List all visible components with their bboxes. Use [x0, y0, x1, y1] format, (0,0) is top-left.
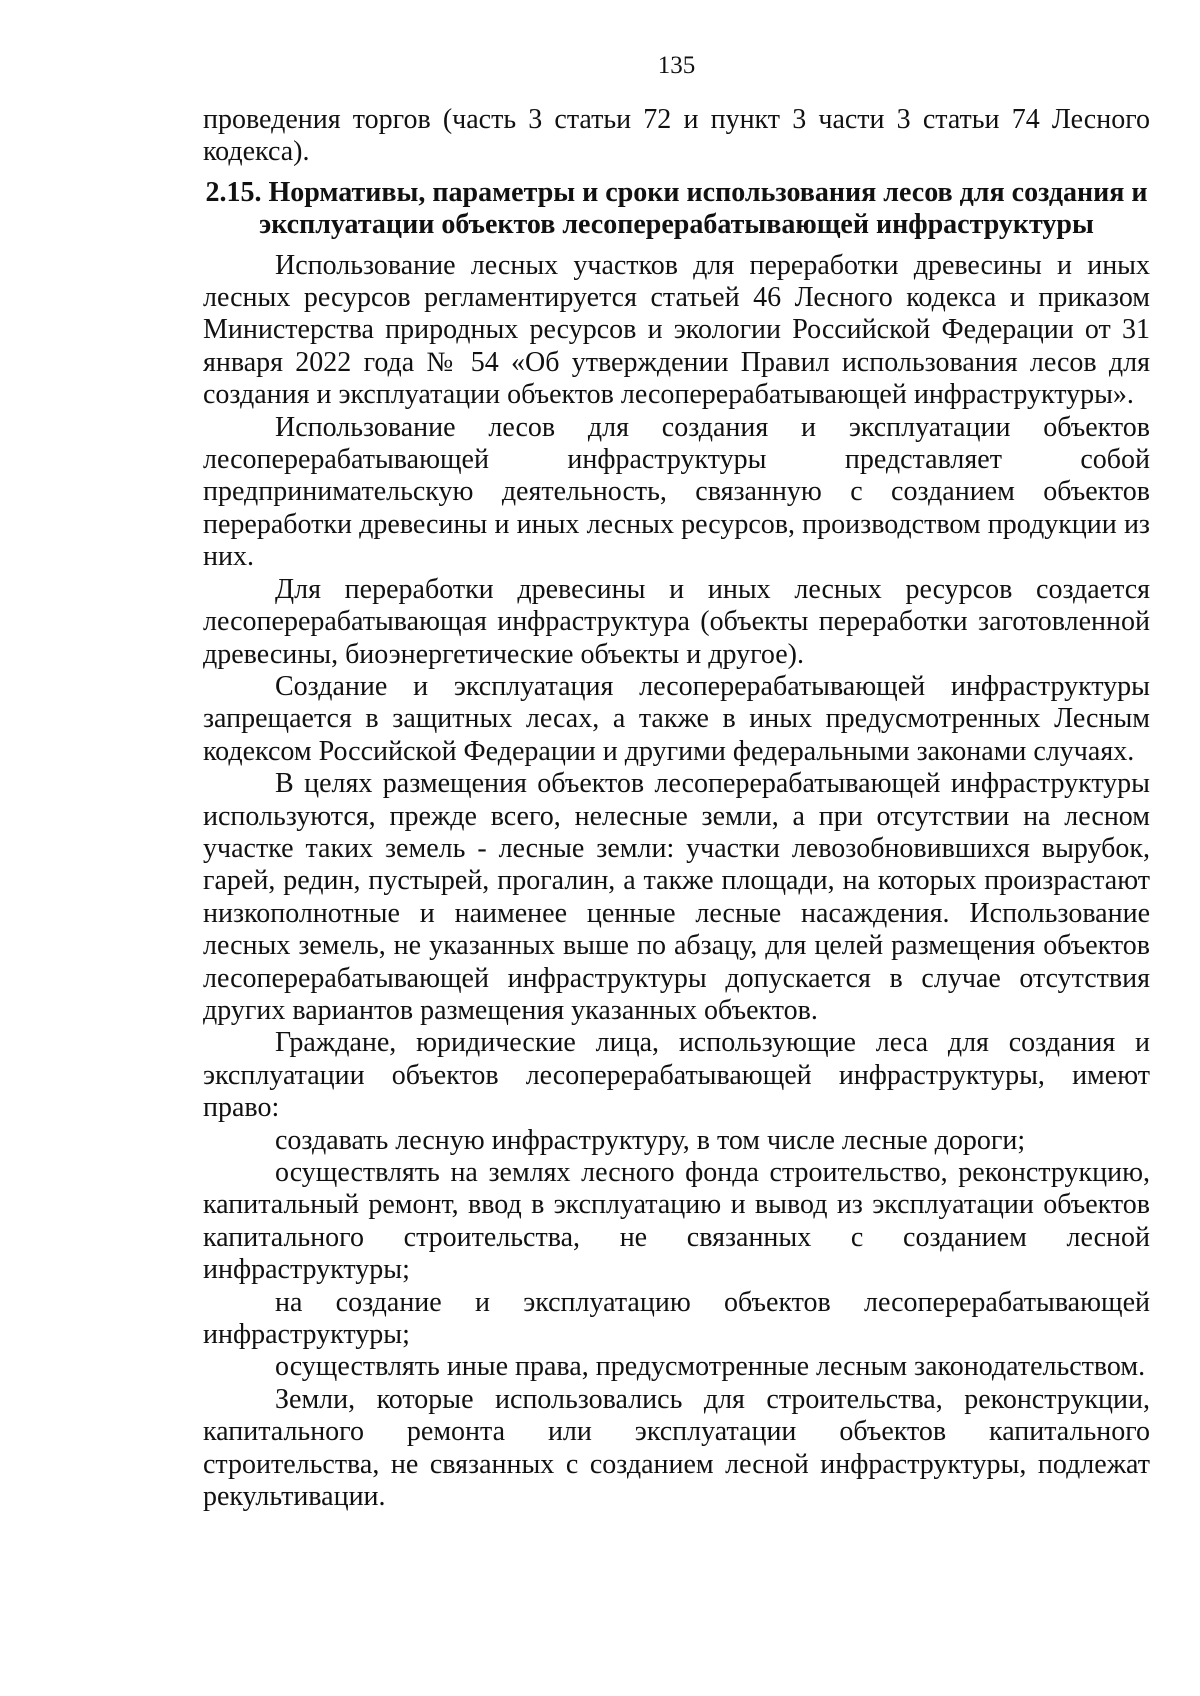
paragraph-reclamation: Земли, которые использовались для строительства, реконструкции, капитального ремонта или эксплуатации объектов капитального строительства, не связанных с созданием лесной инфраструктуры, подлежат рекультивации. [203, 1383, 1150, 1513]
paragraph-right-operation: на создание и эксплуатацию объектов лесоперерабатывающей инфраструктуры; [203, 1286, 1150, 1351]
paragraph-prohibition: Создание и эксплуатация лесоперерабатывающей инфраструктуры запрещается в защитных лесах, а также в иных предусмотренных Лесным кодексом Российской Федерации и другими федеральными законами случаях. [203, 670, 1150, 767]
paragraph-right-other: осуществлять иные права, предусмотренные лесным законодательством. [275, 1351, 1146, 1383]
paragraph-article-46: Использование лесных участков для переработки древесины и иных лесных ресурсов регламентируется статьей 46 Лесного кодекса и приказом Министерства природных ресурсов и экологии Российской Федерации от 31 января 2022 года № 54 «Об утверждении Правил использования лесов для создания и эксплуатации объектов лесоперерабатывающей инфраструктуры». [203, 249, 1150, 411]
paragraph-rights-intro: Граждане, юридические лица, использующие леса для создания и эксплуатации объектов лесоперерабатывающей инфраструктуры, имеют право: [203, 1027, 1150, 1124]
paragraph-placement-lands: В целях размещения объектов лесоперерабатывающей инфраструктуры используются, прежде всего, нелесные земли, а при отсутствии на лесном участке таких земель - лесные земли: участки левозобновившихся вырубок, гарей, редин, пустырей, прогалин, а также площади, на которых произрастают низкополнотные и наименее ценные лесные насаждения. Использование лесных земель, не указанных выше по абзацу, для целей размещения объектов лесоперерабатывающей инфраструктуры допускается в случае отсутствия других вариантов размещения указанных объектов. [203, 768, 1150, 1026]
paragraph-right-construction: осуществлять на землях лесного фонда строительство, реконструкцию, капитальный ремонт, ввод в эксплуатацию и вывод из эксплуатации объектов капитального строительства, не связанных с созданием лесной инфраструктуры; [203, 1157, 1150, 1286]
paragraph-processing-infrastructure: Для переработки древесины и иных лесных ресурсов создается лесоперерабатывающая инфраструктура (объекты переработки заготовленной древесины, биоэнергетические объекты и другое). [203, 573, 1150, 670]
document-page [203, 52, 1150, 1513]
paragraph-entrepreneurial-activity: Использование лесов для создания и эксплуатации объектов лесоперерабатывающей инфраструктуры представляет собой предпринимательскую деятельность, связанную с созданием объектов переработки древесины и иных лесных ресурсов, производством продукции из них. [203, 411, 1150, 573]
continuation-paragraph: проведения торгов (часть 3 статьи 72 и пункт 3 части 3 статьи 74 Лесного кодекса). [203, 104, 1150, 168]
page-number: 135 [657, 52, 696, 79]
section-heading: 2.15. Нормативы, параметры и сроки использования лесов для создания и эксплуатации объектов лесоперерабатывающей инфраструктуры [205, 176, 1148, 241]
paragraph-right-roads: создавать лесную инфраструктуру, в том числе лесные дороги; [275, 1124, 1026, 1156]
